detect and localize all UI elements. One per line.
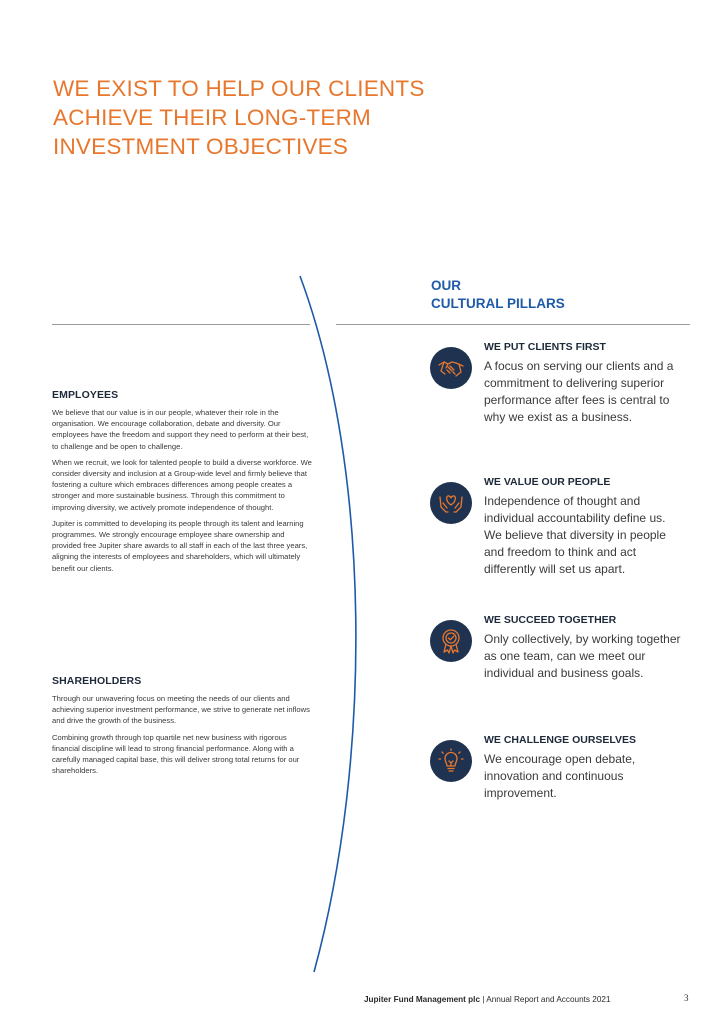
shareholders-paragraph-2: Combining growth through top quartile net new business with rigorous financial discipline will lead to strong financial performance. Along with a carefully managed capital base, this will deliver strong total returns for our shareholders. bbox=[52, 732, 300, 776]
headline-line-1: WE EXIST TO HELP OUR CLIENTS bbox=[53, 76, 425, 101]
employees-paragraph-3: Jupiter is committed to developing its people through its talent and learning programmes. We strongly encourage employee share ownership and provided free Jupiter share awards to all staff in each of the last three years, aligning the interests of employees and shareholders, which will ultimately benefit our clients. bbox=[52, 518, 308, 573]
pillar-2-text: Independence of thought and individual accountability define us. We believe that diversity in people and freedom to think and act differently will set us apart. bbox=[484, 494, 666, 576]
headline-line-2: ACHIEVE THEIR LONG-TERM bbox=[53, 105, 371, 130]
pillar-3-text: Only collectively, by working together as one team, can we meet our individual and business goals. bbox=[484, 632, 681, 680]
pillars-title-line-1: OUR bbox=[431, 278, 461, 293]
employees-paragraph-2: When we recruit, we look for talented people to build a diverse workforce. We consider diversity and inclusion at a Group-wide level and firmly believe that fostering a culture which embraces differences among people creates a stronger and more sustainable business. Through this commitment to improving diversity, we actively promote independence of thought. bbox=[52, 457, 312, 512]
lightbulb-icon bbox=[430, 740, 472, 782]
pillar-1-title: WE PUT CLIENTS FIRST bbox=[484, 341, 606, 353]
employees-section bbox=[52, 389, 314, 579]
page-headline bbox=[53, 74, 473, 161]
pillar-2-title: WE VALUE OUR PEOPLE bbox=[484, 476, 611, 488]
divider-left bbox=[52, 324, 310, 325]
employees-paragraph-1: We believe that our value is in our people, whatever their role in the organisation. We encourage collaboration, debate and diversity. Our employees have the freedom and support they need to perform at their best, to challenge and be open to challenge. bbox=[52, 408, 309, 451]
pillar-4-title: WE CHALLENGE OURSELVES bbox=[484, 734, 637, 746]
page-footer bbox=[364, 995, 611, 1004]
pillar-3-title: WE SUCCEED TOGETHER bbox=[484, 614, 617, 626]
footer-report: Annual Report and Accounts 2021 bbox=[486, 995, 611, 1004]
divider-right bbox=[336, 324, 690, 325]
footer-separator: | bbox=[480, 995, 487, 1004]
heart-hands-icon bbox=[430, 482, 472, 524]
shareholders-heading: SHAREHOLDERS bbox=[52, 675, 142, 687]
award-badge-icon bbox=[430, 620, 472, 662]
pillars-title-line-2: CULTURAL PILLARS bbox=[431, 296, 565, 311]
footer-company: Jupiter Fund Management plc bbox=[364, 995, 481, 1004]
shareholders-paragraph-1: Through our unwavering focus on meeting the needs of our clients and achieving superior investment performance, we strive to generate net inflows and drive the growth of the business. bbox=[52, 694, 310, 726]
shareholders-section bbox=[52, 675, 314, 781]
headline-line-3: INVESTMENT OBJECTIVES bbox=[53, 134, 349, 159]
cultural-pillars-title bbox=[431, 277, 565, 313]
employees-heading: EMPLOYEES bbox=[52, 389, 119, 401]
pillar-1-text: A focus on serving our clients and a commitment to delivering superior performance after fees is central to why we exist as a business. bbox=[484, 359, 674, 424]
handshake-icon bbox=[430, 347, 472, 389]
page-number: 3 bbox=[684, 993, 689, 1003]
pillar-4-text: We encourage open debate, innovation and continuous improvement. bbox=[484, 752, 636, 800]
